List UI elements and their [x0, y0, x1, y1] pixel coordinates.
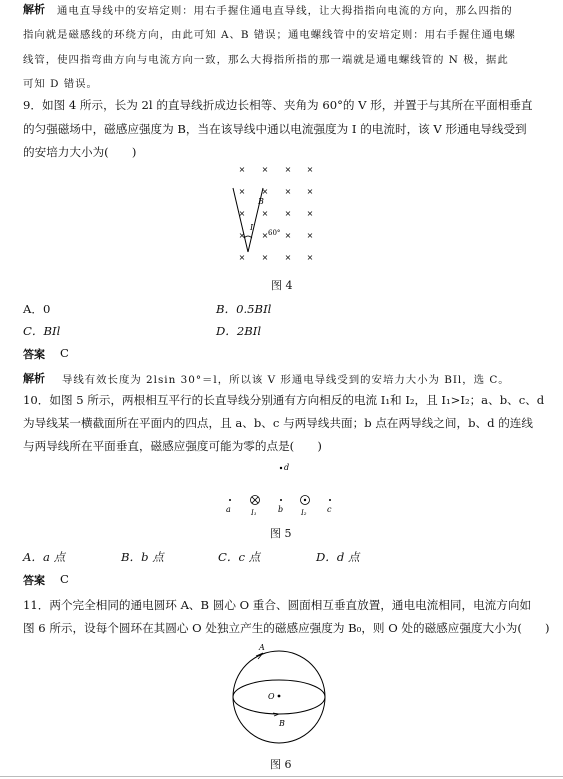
- q9-option-c: C．BIl: [23, 324, 61, 338]
- figure-5: [215, 458, 345, 520]
- q9-solution-label: 解析: [23, 372, 45, 385]
- q9-line-1: 9．如图 4 所示，长为 2l 的直导线折成边长相等、夹角为 60°的 V 形，并置于与其所在平面相垂直: [23, 98, 533, 112]
- q10-answer-value: C: [60, 572, 69, 586]
- point-b-label: b: [278, 505, 284, 514]
- q11-line-2: 图 6 所示，设每个圆环在其圆心 O 处独立产生的磁感应强度为 B₀，则 O 处的磁感应强度大小为( ): [23, 621, 550, 635]
- figure-4-caption: 图 4: [271, 279, 293, 292]
- ring-a-arrow: [256, 653, 263, 659]
- q9-option-b: B．0.5BIl: [216, 302, 272, 316]
- field-cross: ×: [238, 231, 246, 240]
- field-cross: ×: [306, 165, 314, 174]
- i1-label: I₁: [251, 509, 257, 517]
- v-shaped-wire: [233, 188, 248, 252]
- field-cross: ×: [238, 253, 246, 262]
- intro-line-1: 通电直导线中的安培定则：用右手握住通电直导线，让大拇指指向电流的方向，那么四指的: [57, 5, 513, 17]
- q9-solution-text: 导线有效长度为 2lsin 30°＝l，所以该 V 形通电导线受到的安培力大小为 BIl，选 C。: [62, 374, 510, 386]
- q9-option-d: D．2BIl: [216, 324, 262, 338]
- intro-line-3: 线管，使四指弯曲方向与电流方向一致，那么大拇指所指的那一端就是通电螺线管的 N 极，据此: [23, 54, 509, 66]
- field-cross: ×: [261, 253, 269, 262]
- point-d-dot: [280, 467, 282, 469]
- field-cross: ×: [261, 165, 269, 174]
- angle-label: 60°: [268, 229, 281, 237]
- figure-6: [225, 640, 337, 752]
- b-label: B: [258, 197, 264, 206]
- figure-6-caption: 图 6: [270, 758, 292, 771]
- field-cross: ×: [306, 209, 314, 218]
- q10-option-c: C．c 点: [218, 550, 261, 564]
- field-cross: ×: [238, 187, 246, 196]
- page-bottom-rule: [0, 776, 563, 777]
- q9-line-2: 的匀强磁场中，磁感应强度为 B，当在该导线中通以电流强度为 I 的电流时，该 V 形通电导线受到: [23, 122, 527, 136]
- label-b: B: [279, 719, 285, 728]
- figure-5-caption: 图 5: [270, 527, 292, 540]
- q10-answer-label: 答案: [23, 574, 45, 587]
- q10-option-b: B．b 点: [121, 550, 164, 564]
- point-b-dot: [280, 499, 282, 501]
- solution-label: 解析: [23, 3, 45, 16]
- point-c-dot: [329, 499, 331, 501]
- q10-line-1: 10．如图 5 所示，两根相互平行的长直导线分别通有方向相反的电流 I₁和 I₂，且 I₁>I₂；a、b、c、d: [23, 393, 545, 407]
- field-cross: ×: [284, 253, 292, 262]
- figure-4: [228, 162, 338, 270]
- q10-option-d: D．d 点: [316, 550, 360, 564]
- point-c-label: c: [327, 505, 332, 514]
- field-cross: ×: [261, 187, 269, 196]
- ring-b-arrow: [273, 713, 279, 716]
- field-cross: ×: [261, 209, 269, 218]
- point-a-dot: [229, 499, 231, 501]
- field-cross: ×: [284, 231, 292, 240]
- intro-line-4: 可知 D 错误。: [23, 78, 98, 90]
- current-label: I: [250, 223, 254, 232]
- field-cross: ×: [306, 187, 314, 196]
- q10-line-3: 与两导线所在平面垂直，磁感应强度可能为零的点是( ): [23, 439, 322, 453]
- q10-line-2: 为导线某一横截面所在平面内的四点，且 a、b、c 与两导线共面；b 点在两导线之间，b、d 的连线: [23, 416, 533, 430]
- q9-answer-label: 答案: [23, 348, 45, 361]
- label-a: A: [259, 643, 265, 652]
- field-cross: ×: [261, 231, 269, 240]
- label-o: O: [268, 692, 275, 701]
- q9-answer-value: C: [60, 346, 69, 360]
- q11-line-1: 11．两个完全相同的通电圆环 A、B 圆心 O 重合、圆面相互垂直放置，通电电流相同，电流方向如: [23, 598, 532, 612]
- point-a-label: a: [226, 505, 231, 514]
- field-cross: ×: [306, 231, 314, 240]
- center-o-dot: [278, 695, 281, 698]
- q9-line-3: 的安培力大小为( ): [23, 145, 137, 159]
- q10-option-a: A．a 点: [23, 550, 66, 564]
- i2-label: I₂: [301, 509, 307, 517]
- field-cross: ×: [306, 253, 314, 262]
- field-cross: ×: [238, 209, 246, 218]
- field-cross: ×: [238, 165, 246, 174]
- field-cross: ×: [284, 187, 292, 196]
- intro-line-2: 指向就是磁感线的环绕方向，由此可知 A、B 错误；通电螺线管中的安培定则：用右手握住通电螺: [23, 29, 516, 41]
- q9-option-a: A．0: [23, 302, 51, 316]
- field-cross: ×: [284, 165, 292, 174]
- field-cross-grid: [239, 165, 314, 262]
- point-d-label: d: [284, 463, 290, 472]
- field-cross: ×: [284, 209, 292, 218]
